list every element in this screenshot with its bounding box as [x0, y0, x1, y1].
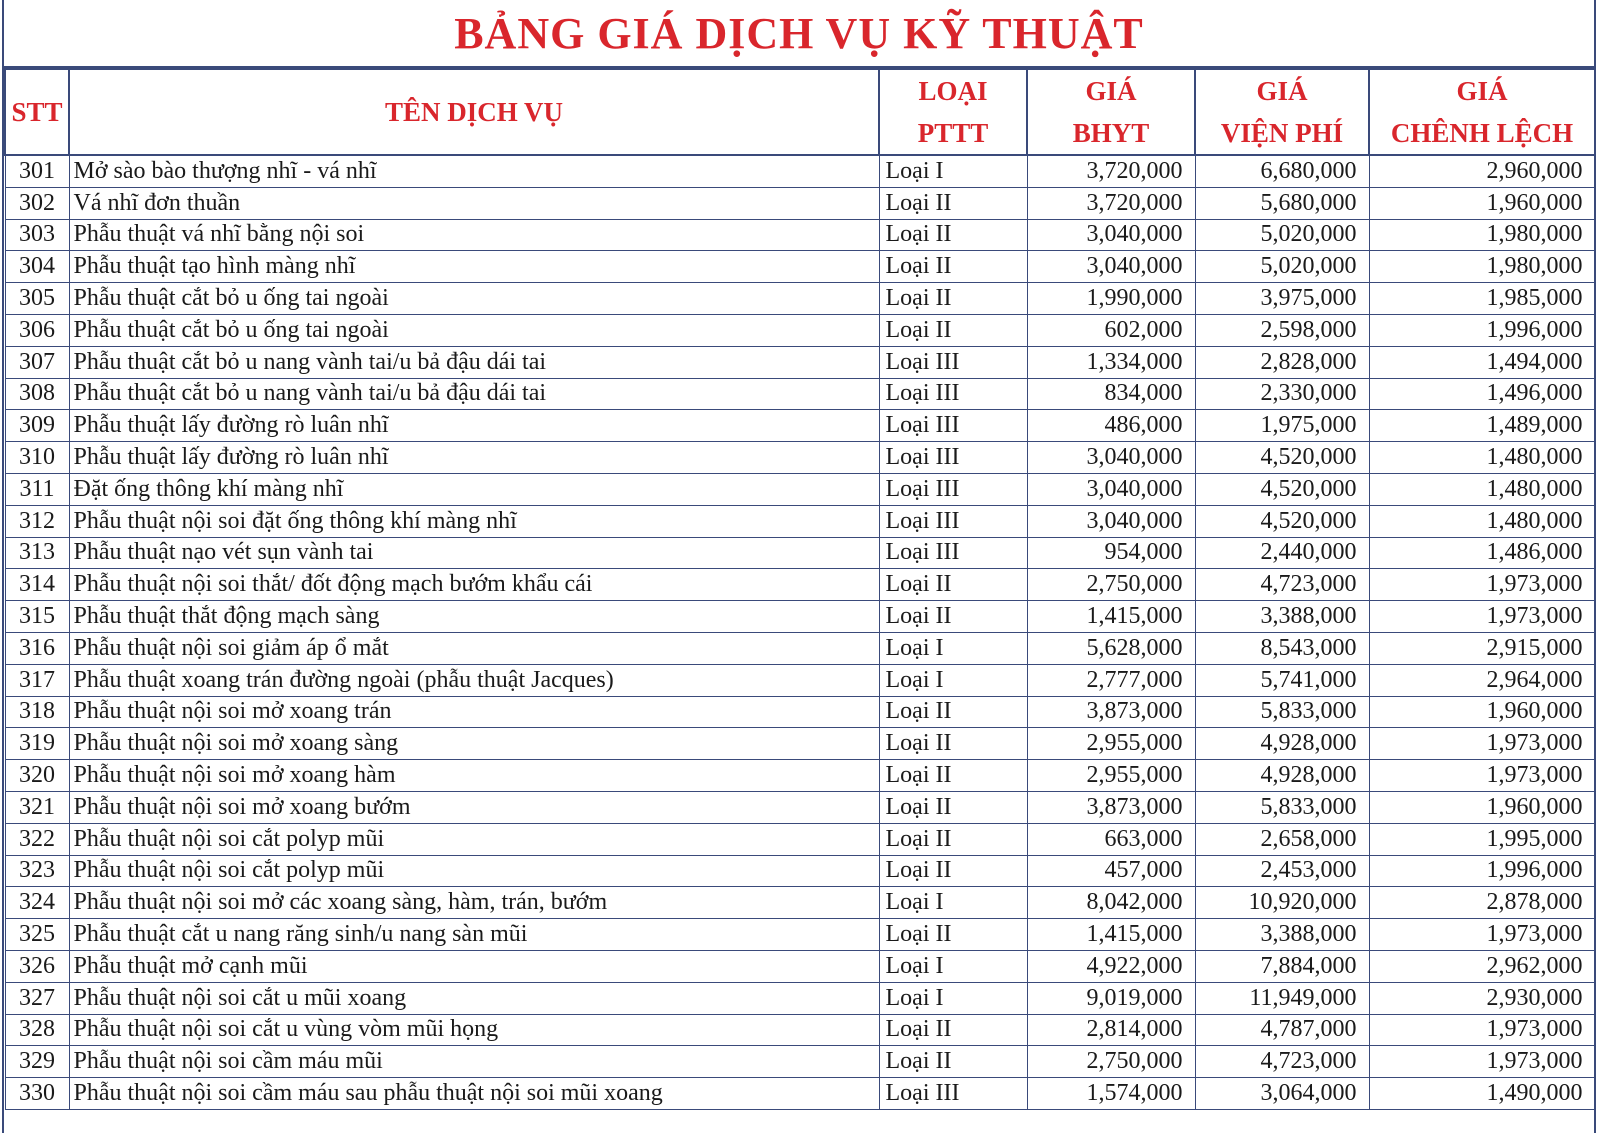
cell-stt: 307: [5, 346, 69, 378]
table-row: [5, 887, 1595, 919]
cell-loai-pttt: Loại I: [879, 632, 1027, 664]
cell-gia-chenh-lech: 1,996,000: [1369, 314, 1595, 346]
cell-gia-bhyt: 3,040,000: [1027, 473, 1195, 505]
cell-service-name: Mở sào bào thượng nhĩ - vá nhĩ: [69, 155, 879, 187]
cell-gia-chenh-lech: 1,486,000: [1369, 537, 1595, 569]
cell-stt: 311: [5, 473, 69, 505]
price-sheet: [2, 0, 1596, 1133]
cell-gia-vien-phi: 1,975,000: [1195, 410, 1369, 442]
table-row: [5, 569, 1595, 601]
table-row: [5, 601, 1595, 633]
cell-stt: 322: [5, 823, 69, 855]
cell-gia-bhyt: 9,019,000: [1027, 982, 1195, 1014]
cell-gia-chenh-lech: 1,490,000: [1369, 1078, 1595, 1110]
table-row: [5, 1014, 1595, 1046]
cell-gia-vien-phi: 2,598,000: [1195, 314, 1369, 346]
cell-gia-chenh-lech: 1,480,000: [1369, 505, 1595, 537]
cell-gia-chenh-lech: 1,973,000: [1369, 1014, 1595, 1046]
cell-gia-vien-phi: 10,920,000: [1195, 887, 1369, 919]
page-title: BẢNG GIÁ DỊCH VỤ KỸ THUẬT: [4, 0, 1594, 68]
cell-loai-pttt: Loại III: [879, 442, 1027, 474]
table-row: [5, 155, 1595, 187]
cell-gia-bhyt: 2,750,000: [1027, 569, 1195, 601]
cell-service-name: Phẫu thuật nội soi mở các xoang sàng, hàm, trán, bướm: [69, 887, 879, 919]
cell-loai-pttt: Loại II: [879, 601, 1027, 633]
cell-gia-bhyt: 2,777,000: [1027, 664, 1195, 696]
cell-stt: 321: [5, 791, 69, 823]
cell-gia-chenh-lech: 1,496,000: [1369, 378, 1595, 410]
cell-loai-pttt: Loại II: [879, 855, 1027, 887]
cell-stt: 325: [5, 919, 69, 951]
cell-loai-pttt: Loại II: [879, 251, 1027, 283]
cell-stt: 313: [5, 537, 69, 569]
cell-service-name: Phẫu thuật vá nhĩ bằng nội soi: [69, 219, 879, 251]
cell-gia-bhyt: 2,955,000: [1027, 760, 1195, 792]
cell-stt: 318: [5, 696, 69, 728]
cell-gia-vien-phi: 5,833,000: [1195, 696, 1369, 728]
cell-stt: 308: [5, 378, 69, 410]
table-row: [5, 283, 1595, 315]
cell-service-name: Phẫu thuật nội soi thắt/ đốt động mạch bướm khẩu cái: [69, 569, 879, 601]
table-row: [5, 696, 1595, 728]
cell-gia-chenh-lech: 1,489,000: [1369, 410, 1595, 442]
cell-service-name: Phẫu thuật nội soi cầm máu mũi: [69, 1046, 879, 1078]
cell-service-name: Phẫu thuật nội soi cắt u vùng vòm mũi họng: [69, 1014, 879, 1046]
cell-gia-vien-phi: 3,064,000: [1195, 1078, 1369, 1110]
header-vp-line2: VIỆN PHÍ: [1220, 118, 1344, 148]
cell-service-name: Vá nhĩ đơn thuần: [69, 187, 879, 219]
cell-gia-vien-phi: 3,388,000: [1195, 919, 1369, 951]
header-vien-phi: [1195, 69, 1369, 155]
cell-gia-chenh-lech: 1,973,000: [1369, 569, 1595, 601]
cell-service-name: Phẫu thuật nạo vét sụn vành tai: [69, 537, 879, 569]
cell-stt: 329: [5, 1046, 69, 1078]
table-row: [5, 1046, 1595, 1078]
cell-gia-chenh-lech: 1,995,000: [1369, 823, 1595, 855]
cell-gia-chenh-lech: 1,960,000: [1369, 187, 1595, 219]
cell-gia-chenh-lech: 1,960,000: [1369, 791, 1595, 823]
header-stt-label: STT: [11, 97, 63, 127]
cell-gia-bhyt: 486,000: [1027, 410, 1195, 442]
table-row: [5, 823, 1595, 855]
cell-service-name: Phẫu thuật nội soi mở xoang bướm: [69, 791, 879, 823]
cell-gia-chenh-lech: 1,973,000: [1369, 1046, 1595, 1078]
cell-loai-pttt: Loại III: [879, 410, 1027, 442]
cell-gia-chenh-lech: 2,878,000: [1369, 887, 1595, 919]
cell-service-name: Phẫu thuật cắt bỏ u nang vành tai/u bả đậu dái tai: [69, 378, 879, 410]
cell-loai-pttt: Loại II: [879, 314, 1027, 346]
cell-gia-bhyt: 3,040,000: [1027, 219, 1195, 251]
cell-stt: 330: [5, 1078, 69, 1110]
cell-service-name: Phẫu thuật nội soi giảm áp ổ mắt: [69, 632, 879, 664]
price-table: [4, 68, 1596, 1110]
cell-stt: 305: [5, 283, 69, 315]
cell-loai-pttt: Loại III: [879, 473, 1027, 505]
cell-gia-vien-phi: 7,884,000: [1195, 950, 1369, 982]
cell-gia-chenh-lech: 1,480,000: [1369, 473, 1595, 505]
header-bhyt: [1027, 69, 1195, 155]
table-row: [5, 187, 1595, 219]
header-bhyt-line2: BHYT: [1072, 118, 1150, 148]
table-row: [5, 760, 1595, 792]
table-row: [5, 791, 1595, 823]
cell-loai-pttt: Loại II: [879, 283, 1027, 315]
cell-gia-chenh-lech: 1,494,000: [1369, 346, 1595, 378]
cell-service-name: Phẫu thuật lấy đường rò luân nhĩ: [69, 410, 879, 442]
cell-loai-pttt: Loại III: [879, 1078, 1027, 1110]
cell-service-name: Phẫu thuật nội soi đặt ống thông khí màng nhĩ: [69, 505, 879, 537]
cell-gia-chenh-lech: 2,962,000: [1369, 950, 1595, 982]
cell-gia-vien-phi: 5,680,000: [1195, 187, 1369, 219]
table-row: [5, 251, 1595, 283]
cell-stt: 312: [5, 505, 69, 537]
header-bhyt-line1: GIÁ: [1085, 76, 1137, 106]
cell-gia-bhyt: 602,000: [1027, 314, 1195, 346]
cell-stt: 320: [5, 760, 69, 792]
cell-gia-vien-phi: 4,928,000: [1195, 760, 1369, 792]
cell-service-name: Phẫu thuật nội soi mở xoang trán: [69, 696, 879, 728]
cell-service-name: Phẫu thuật nội soi cầm máu sau phẫu thuật nội soi mũi xoang: [69, 1078, 879, 1110]
cell-gia-vien-phi: 11,949,000: [1195, 982, 1369, 1014]
cell-gia-vien-phi: 4,723,000: [1195, 1046, 1369, 1078]
cell-stt: 303: [5, 219, 69, 251]
cell-gia-bhyt: 954,000: [1027, 537, 1195, 569]
table-row: [5, 919, 1595, 951]
cell-gia-bhyt: 1,334,000: [1027, 346, 1195, 378]
cell-loai-pttt: Loại III: [879, 346, 1027, 378]
cell-gia-chenh-lech: 1,973,000: [1369, 601, 1595, 633]
cell-gia-bhyt: 3,040,000: [1027, 251, 1195, 283]
cell-gia-chenh-lech: 1,480,000: [1369, 442, 1595, 474]
cell-gia-vien-phi: 5,020,000: [1195, 219, 1369, 251]
cell-service-name: Phẫu thuật nội soi cắt polyp mũi: [69, 823, 879, 855]
cell-loai-pttt: Loại I: [879, 155, 1027, 187]
cell-service-name: Phẫu thuật nội soi cắt u mũi xoang: [69, 982, 879, 1014]
cell-gia-bhyt: 3,720,000: [1027, 155, 1195, 187]
cell-gia-chenh-lech: 1,960,000: [1369, 696, 1595, 728]
cell-loai-pttt: Loại I: [879, 664, 1027, 696]
cell-gia-chenh-lech: 2,960,000: [1369, 155, 1595, 187]
cell-gia-chenh-lech: 1,980,000: [1369, 251, 1595, 283]
table-row: [5, 632, 1595, 664]
cell-gia-vien-phi: 2,828,000: [1195, 346, 1369, 378]
cell-gia-vien-phi: 4,520,000: [1195, 505, 1369, 537]
cell-stt: 326: [5, 950, 69, 982]
cell-gia-bhyt: 3,873,000: [1027, 791, 1195, 823]
header-name-label: TÊN DỊCH VỤ: [384, 97, 564, 127]
cell-loai-pttt: Loại II: [879, 760, 1027, 792]
cell-gia-chenh-lech: 1,980,000: [1369, 219, 1595, 251]
cell-gia-bhyt: 3,873,000: [1027, 696, 1195, 728]
header-loai-line1: LOẠI: [918, 76, 988, 106]
table-row: [5, 537, 1595, 569]
cell-loai-pttt: Loại II: [879, 569, 1027, 601]
cell-stt: 323: [5, 855, 69, 887]
cell-gia-vien-phi: 5,741,000: [1195, 664, 1369, 696]
cell-service-name: Phẫu thuật tạo hình màng nhĩ: [69, 251, 879, 283]
cell-stt: 306: [5, 314, 69, 346]
cell-stt: 324: [5, 887, 69, 919]
cell-gia-chenh-lech: 2,915,000: [1369, 632, 1595, 664]
cell-service-name: Phẫu thuật nội soi cắt polyp mũi: [69, 855, 879, 887]
table-row: [5, 410, 1595, 442]
cell-service-name: Phẫu thuật thắt động mạch sàng: [69, 601, 879, 633]
header-chenh-lech: [1369, 69, 1595, 155]
cell-service-name: Phẫu thuật nội soi mở xoang sàng: [69, 728, 879, 760]
cell-stt: 316: [5, 632, 69, 664]
table-row: [5, 664, 1595, 696]
cell-gia-chenh-lech: 1,973,000: [1369, 919, 1595, 951]
table-row: [5, 855, 1595, 887]
cell-gia-vien-phi: 4,723,000: [1195, 569, 1369, 601]
cell-gia-chenh-lech: 1,973,000: [1369, 760, 1595, 792]
cell-loai-pttt: Loại I: [879, 950, 1027, 982]
cell-gia-chenh-lech: 2,930,000: [1369, 982, 1595, 1014]
cell-loai-pttt: Loại II: [879, 187, 1027, 219]
cell-gia-bhyt: 3,040,000: [1027, 505, 1195, 537]
cell-gia-bhyt: 663,000: [1027, 823, 1195, 855]
table-row: [5, 442, 1595, 474]
cell-stt: 302: [5, 187, 69, 219]
cell-gia-bhyt: 1,415,000: [1027, 601, 1195, 633]
cell-gia-vien-phi: 6,680,000: [1195, 155, 1369, 187]
cell-service-name: Phẫu thuật cắt bỏ u nang vành tai/u bả đậu dái tai: [69, 346, 879, 378]
cell-loai-pttt: Loại II: [879, 919, 1027, 951]
cell-gia-bhyt: 457,000: [1027, 855, 1195, 887]
cell-gia-chenh-lech: 1,985,000: [1369, 283, 1595, 315]
cell-gia-bhyt: 3,040,000: [1027, 442, 1195, 474]
cell-gia-vien-phi: 2,658,000: [1195, 823, 1369, 855]
table-header: [5, 69, 1595, 155]
cell-gia-vien-phi: 2,440,000: [1195, 537, 1369, 569]
header-name: [69, 69, 879, 155]
cell-gia-vien-phi: 2,453,000: [1195, 855, 1369, 887]
table-row: [5, 728, 1595, 760]
cell-loai-pttt: Loại I: [879, 982, 1027, 1014]
cell-loai-pttt: Loại III: [879, 505, 1027, 537]
table-row: [5, 982, 1595, 1014]
cell-loai-pttt: Loại II: [879, 696, 1027, 728]
cell-gia-vien-phi: 4,928,000: [1195, 728, 1369, 760]
cell-gia-vien-phi: 5,833,000: [1195, 791, 1369, 823]
cell-gia-bhyt: 2,750,000: [1027, 1046, 1195, 1078]
table-row: [5, 314, 1595, 346]
cell-gia-vien-phi: 3,975,000: [1195, 283, 1369, 315]
cell-stt: 317: [5, 664, 69, 696]
cell-gia-chenh-lech: 2,964,000: [1369, 664, 1595, 696]
cell-loai-pttt: Loại III: [879, 537, 1027, 569]
cell-loai-pttt: Loại II: [879, 1014, 1027, 1046]
header-cl-line2: CHÊNH LỆCH: [1390, 118, 1574, 148]
cell-gia-vien-phi: 3,388,000: [1195, 601, 1369, 633]
cell-service-name: Phẫu thuật cắt u nang răng sinh/u nang sàn mũi: [69, 919, 879, 951]
cell-service-name: Phẫu thuật xoang trán đường ngoài (phẫu thuật Jacques): [69, 664, 879, 696]
cell-loai-pttt: Loại II: [879, 823, 1027, 855]
cell-gia-vien-phi: 8,543,000: [1195, 632, 1369, 664]
cell-gia-bhyt: 8,042,000: [1027, 887, 1195, 919]
cell-gia-bhyt: 1,990,000: [1027, 283, 1195, 315]
cell-gia-bhyt: 1,574,000: [1027, 1078, 1195, 1110]
cell-loai-pttt: Loại II: [879, 728, 1027, 760]
cell-stt: 304: [5, 251, 69, 283]
cell-stt: 319: [5, 728, 69, 760]
cell-gia-bhyt: 2,955,000: [1027, 728, 1195, 760]
cell-stt: 327: [5, 982, 69, 1014]
cell-loai-pttt: Loại II: [879, 1046, 1027, 1078]
header-loai: [879, 69, 1027, 155]
cell-loai-pttt: Loại I: [879, 887, 1027, 919]
table-body: [5, 155, 1595, 1109]
cell-gia-vien-phi: 2,330,000: [1195, 378, 1369, 410]
table-row: [5, 505, 1595, 537]
header-row: [5, 69, 1595, 155]
cell-gia-bhyt: 1,415,000: [1027, 919, 1195, 951]
cell-stt: 315: [5, 601, 69, 633]
header-loai-line2: PTTT: [917, 118, 989, 148]
cell-service-name: Phẫu thuật cắt bỏ u ống tai ngoài: [69, 283, 879, 315]
cell-stt: 314: [5, 569, 69, 601]
cell-gia-chenh-lech: 1,996,000: [1369, 855, 1595, 887]
header-cl-line1: GIÁ: [1456, 76, 1508, 106]
table-row: [5, 378, 1595, 410]
cell-gia-vien-phi: 4,520,000: [1195, 473, 1369, 505]
cell-gia-bhyt: 5,628,000: [1027, 632, 1195, 664]
table-row: [5, 473, 1595, 505]
header-vp-line1: GIÁ: [1256, 76, 1308, 106]
cell-service-name: Phẫu thuật cắt bỏ u ống tai ngoài: [69, 314, 879, 346]
cell-stt: 309: [5, 410, 69, 442]
cell-loai-pttt: Loại II: [879, 219, 1027, 251]
cell-service-name: Phẫu thuật mở cạnh mũi: [69, 950, 879, 982]
cell-gia-bhyt: 2,814,000: [1027, 1014, 1195, 1046]
cell-gia-bhyt: 834,000: [1027, 378, 1195, 410]
table-row: [5, 219, 1595, 251]
cell-service-name: Phẫu thuật nội soi mở xoang hàm: [69, 760, 879, 792]
cell-gia-vien-phi: 4,787,000: [1195, 1014, 1369, 1046]
cell-gia-vien-phi: 4,520,000: [1195, 442, 1369, 474]
table-row: [5, 346, 1595, 378]
table-row: [5, 1078, 1595, 1110]
cell-service-name: Phẫu thuật lấy đường rò luân nhĩ: [69, 442, 879, 474]
cell-stt: 310: [5, 442, 69, 474]
cell-stt: 328: [5, 1014, 69, 1046]
cell-loai-pttt: Loại III: [879, 378, 1027, 410]
cell-gia-bhyt: 4,922,000: [1027, 950, 1195, 982]
cell-loai-pttt: Loại II: [879, 791, 1027, 823]
cell-gia-chenh-lech: 1,973,000: [1369, 728, 1595, 760]
header-stt: [5, 69, 69, 155]
cell-service-name: Đặt ống thông khí màng nhĩ: [69, 473, 879, 505]
cell-gia-bhyt: 3,720,000: [1027, 187, 1195, 219]
cell-gia-vien-phi: 5,020,000: [1195, 251, 1369, 283]
table-row: [5, 950, 1595, 982]
cell-stt: 301: [5, 155, 69, 187]
